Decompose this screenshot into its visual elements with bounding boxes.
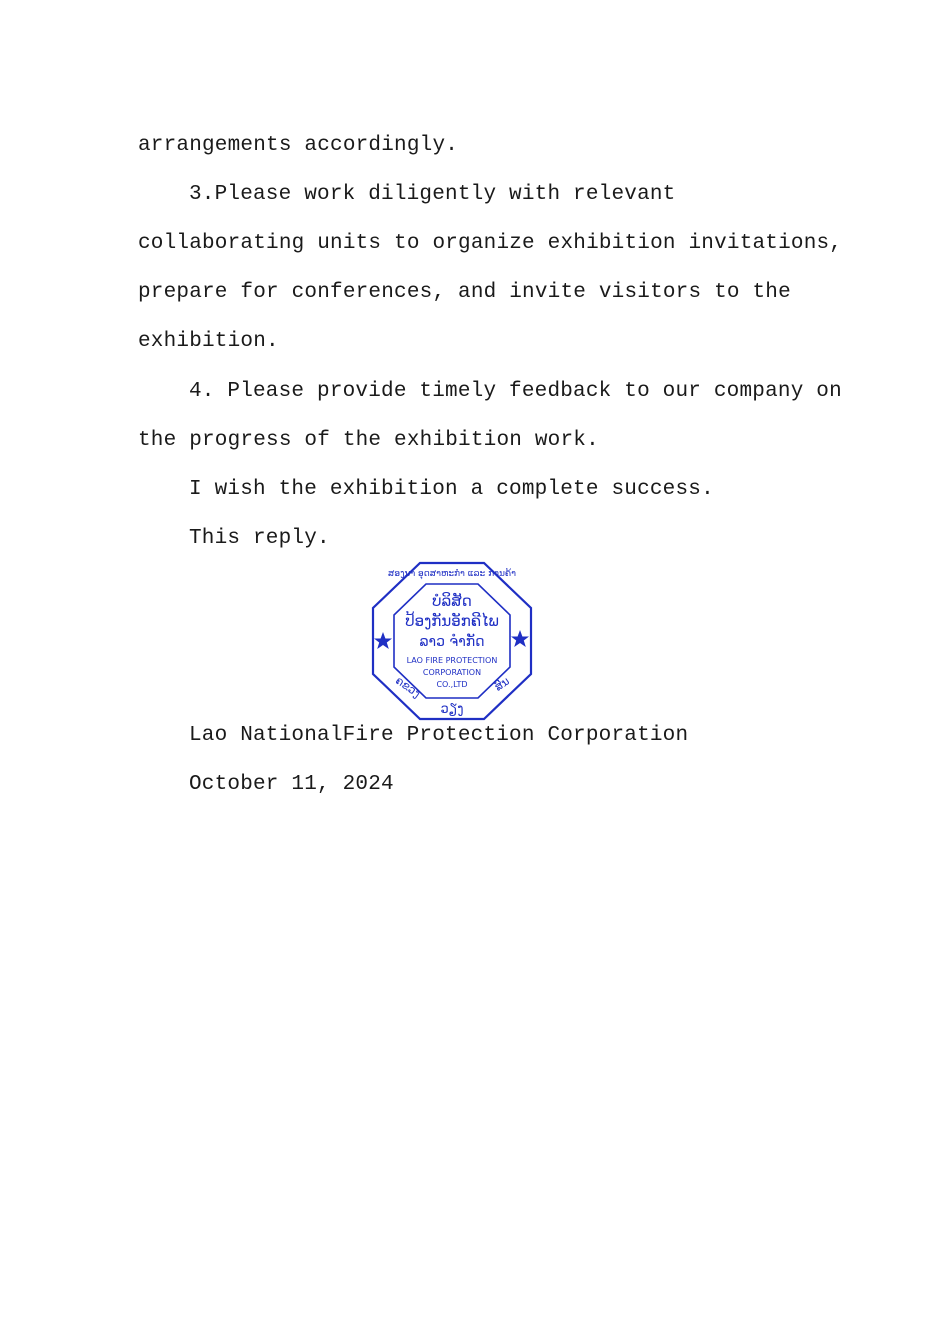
closing-reply: This reply.	[189, 527, 330, 550]
stamp-line: LAO FIRE PROTECTION	[406, 656, 498, 665]
stamp-bottom-center: ວຽງ	[440, 702, 464, 717]
signature-organization: Lao NationalFire Protection Corporation	[189, 724, 689, 747]
stamp-line: CO.,LTD	[436, 680, 468, 689]
closing-wish: I wish the exhibition a complete success.	[189, 478, 714, 501]
stamp-line: CORPORATION	[422, 668, 482, 677]
paragraph-line: the progress of the exhibition work.	[138, 429, 599, 452]
seal-icon	[370, 560, 534, 722]
star-icon	[374, 632, 392, 649]
stamp-line: ປ້ອງກັນອັກຄີໄພ	[405, 612, 499, 630]
stamp-bottom-right: ສົນ	[492, 674, 512, 694]
company-seal-stamp	[370, 560, 534, 722]
paragraph-line: prepare for conferences, and invite visitors to the	[138, 281, 791, 304]
stamp-arc-text: ສອງນາ ອຸດສາຫະກຳ ແລະ ການຄ້າ	[388, 569, 516, 579]
paragraph-line: exhibition.	[138, 330, 279, 353]
paragraph-line: arrangements accordingly.	[138, 134, 459, 157]
signature-date: October 11, 2024	[189, 773, 394, 796]
stamp-line: ບໍລິສັດ	[432, 592, 472, 610]
paragraph-item-3: 3.Please work diligently with relevant	[189, 183, 676, 206]
stamp-bottom-left: ຄຂວງ	[393, 673, 423, 701]
star-icon	[511, 630, 529, 647]
paragraph-item-4: 4. Please provide timely feedback to our company on	[189, 380, 842, 403]
paragraph-line: collaborating units to organize exhibition invitations,	[138, 232, 843, 255]
stamp-line: ລາວ ຈຳກັດ	[419, 634, 485, 650]
